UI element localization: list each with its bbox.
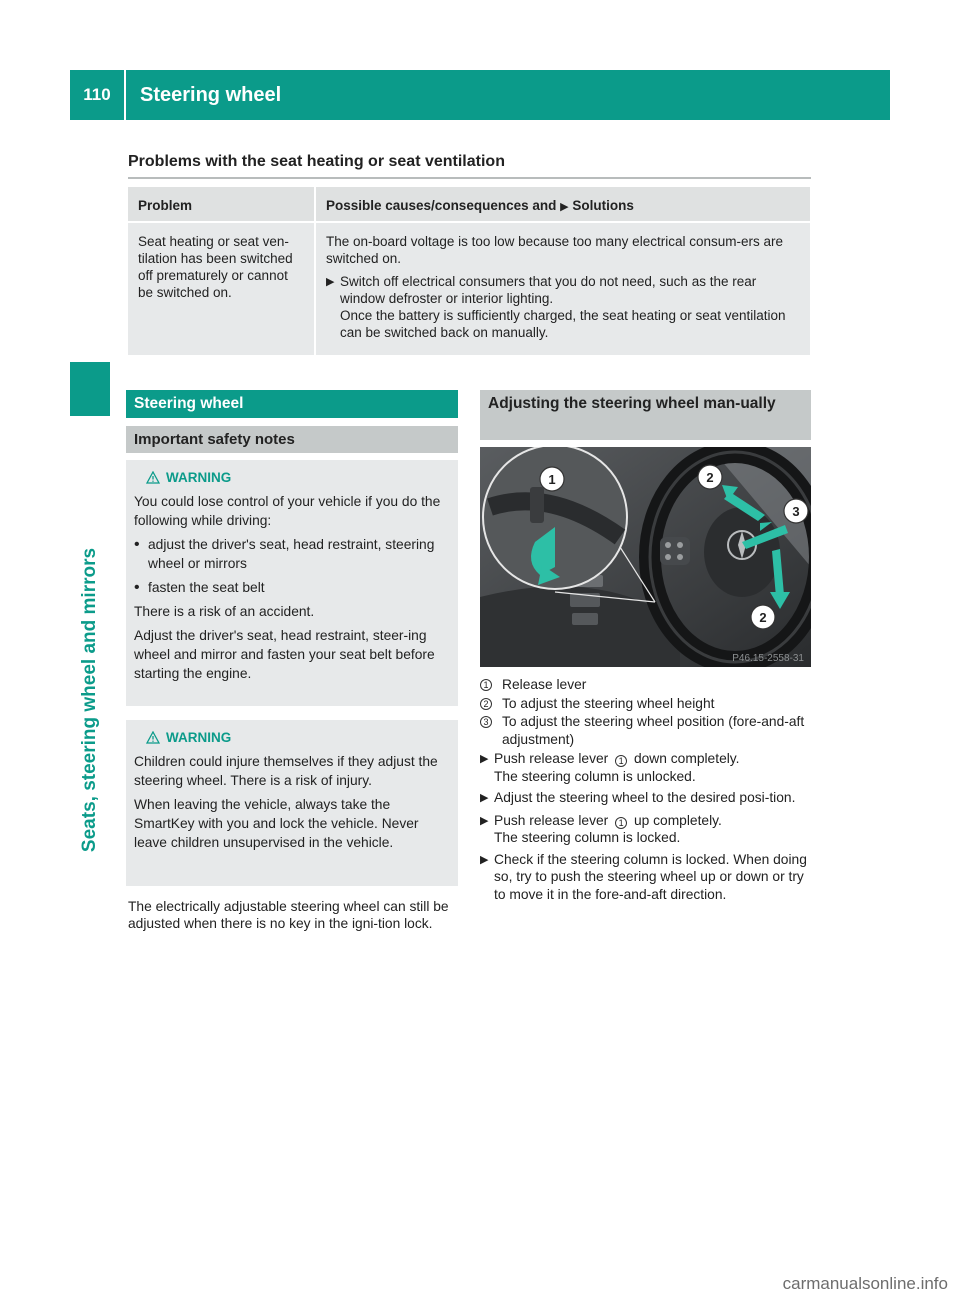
legend-text: To adjust the steering wheel height — [502, 695, 715, 711]
warning-title — [146, 728, 450, 747]
side-tab — [72, 420, 108, 980]
instruction-step — [480, 812, 812, 847]
steering-wheel-heading: Steering wheel — [126, 390, 458, 418]
step-text — [494, 750, 740, 785]
step-result: The steering column is locked. — [494, 830, 681, 845]
callout-number: 1 — [615, 817, 627, 829]
section-divider — [128, 177, 811, 179]
solution-result: Once the battery is sufficiently charged, the seat heating or seat ventilation can be switched back on manually. — [340, 308, 786, 340]
arrow-icon: ▶ — [560, 200, 569, 213]
figure-code: P46.15-2558-31 — [732, 653, 804, 664]
cause-text: The on-board voltage is too low because too many electrical consum-ers are switched on. — [326, 234, 783, 266]
list-item — [134, 535, 450, 573]
step-part: up completely. — [630, 812, 722, 828]
instruction-steps — [480, 750, 812, 903]
instruction-step — [480, 750, 812, 785]
solution-line: Switch off electrical consumers that you do not need, such as the rear window defroster or interior lighting. — [340, 274, 757, 306]
warning-triangle-icon — [146, 471, 160, 484]
table-row — [128, 223, 810, 355]
callout-number: 2 — [480, 698, 492, 710]
list-item — [134, 578, 450, 597]
header-title: Steering wheel — [140, 84, 282, 106]
callout-2-bottom — [751, 605, 775, 629]
problems-table — [126, 185, 812, 357]
side-tab-label: Seats, steering wheel and mirrors — [79, 547, 100, 853]
solution-step — [326, 273, 800, 341]
header-solutions-text: Solutions — [568, 197, 634, 213]
legend-item — [480, 713, 812, 748]
callout-3 — [784, 499, 808, 523]
page-number: 110 — [70, 70, 126, 120]
legend-text: To adjust the steering wheel position (fore-and-aft adjustment) — [502, 714, 805, 747]
legend-item — [480, 695, 812, 713]
safety-notes-heading: Important safety notes — [126, 426, 458, 453]
step-result: The steering column is unlocked. — [494, 768, 696, 784]
legend-text: Release lever — [502, 677, 587, 692]
step-text — [494, 812, 722, 847]
bullet-text: adjust the driver's seat, head restraint, steering wheel or mirrors — [148, 537, 435, 571]
arrow-icon: ▶ — [480, 853, 489, 866]
warning-triangle-icon — [146, 731, 160, 744]
callout-2-top — [698, 465, 722, 489]
watermark[interactable]: carmanualsonline.info — [782, 1274, 948, 1293]
header-causes — [316, 187, 810, 221]
warning-text: Children could injure themselves if they adjust the steering wheel. There is a risk of injury. — [134, 754, 438, 788]
electric-adjust-note: The electrically adjustable steering wheel can still be adjusted when there is no key in the igni-tion lock. — [128, 899, 449, 931]
warning-box — [126, 460, 458, 706]
figure-legend — [480, 676, 812, 907]
table-header-row — [128, 187, 810, 221]
callout-number: 3 — [480, 716, 492, 728]
problem-cell: Seat heating or seat ven-tilation has been switched off prematurely or cannot be switched on. — [128, 223, 314, 355]
arrow-icon: ▶ — [480, 814, 489, 827]
step-part: Push release lever — [494, 751, 613, 766]
adjusting-heading: Adjusting the steering wheel man-ually — [480, 390, 811, 440]
bullet-text: fasten the seat belt — [148, 580, 265, 595]
problems-section-title: Problems with the seat heating or seat ventilation — [128, 153, 505, 170]
warning-box — [126, 720, 458, 886]
arrow-icon: ▶ — [480, 753, 489, 765]
svg-text:1: 1 — [548, 472, 556, 487]
warning-title — [146, 468, 450, 487]
step-part: Push release lever — [494, 812, 613, 828]
step-text: Adjust the steering wheel to the desired posi-tion. — [494, 790, 796, 805]
callout-1 — [540, 467, 564, 491]
header-problem: Problem — [128, 187, 314, 221]
arrow-icon: ▶ — [326, 276, 335, 288]
warning-label: WARNING — [166, 470, 232, 485]
arrow-icon: ▶ — [480, 792, 489, 804]
solution-text — [340, 273, 800, 341]
instruction-step — [480, 789, 812, 808]
step-line — [494, 812, 722, 830]
bullet-icon: • — [134, 536, 140, 553]
instruction-step — [480, 851, 812, 904]
header-causes-text: Possible causes/consequences and — [326, 197, 561, 213]
step-part: down completely. — [630, 751, 740, 766]
svg-text:2: 2 — [706, 470, 714, 485]
step-line — [494, 750, 740, 768]
page-header — [70, 70, 890, 120]
warning-intro: You could lose control of your vehicle if you do the following while driving: — [134, 494, 441, 528]
callout-number: 1 — [615, 755, 627, 767]
side-tab-block — [70, 362, 110, 416]
svg-text:3: 3 — [792, 504, 800, 519]
warning-risk: There is a risk of an accident. — [134, 604, 315, 619]
warning-advice: Adjust the driver's seat, head restraint, steer-ing wheel and mirror and fasten your seat belt before starting the engine. — [134, 628, 435, 681]
callout-number: 1 — [480, 679, 492, 691]
warning-text: When leaving the vehicle, always take the SmartKey with you and lock the vehicle. Never leave children unsupervised in the vehicle. — [134, 797, 419, 850]
legend-item — [480, 676, 812, 694]
steering-wheel-figure — [480, 447, 811, 667]
svg-text:2: 2 — [759, 610, 767, 625]
step-text: Check if the steering column is locked. When doing so, try to push the steering wheel up or down or try to move it in the fore-and-aft direction. — [494, 851, 807, 902]
solution-cell — [316, 223, 810, 355]
warning-label: WARNING — [166, 730, 232, 745]
steering-wheel-illustration — [480, 447, 811, 667]
bullet-icon: • — [134, 579, 140, 596]
